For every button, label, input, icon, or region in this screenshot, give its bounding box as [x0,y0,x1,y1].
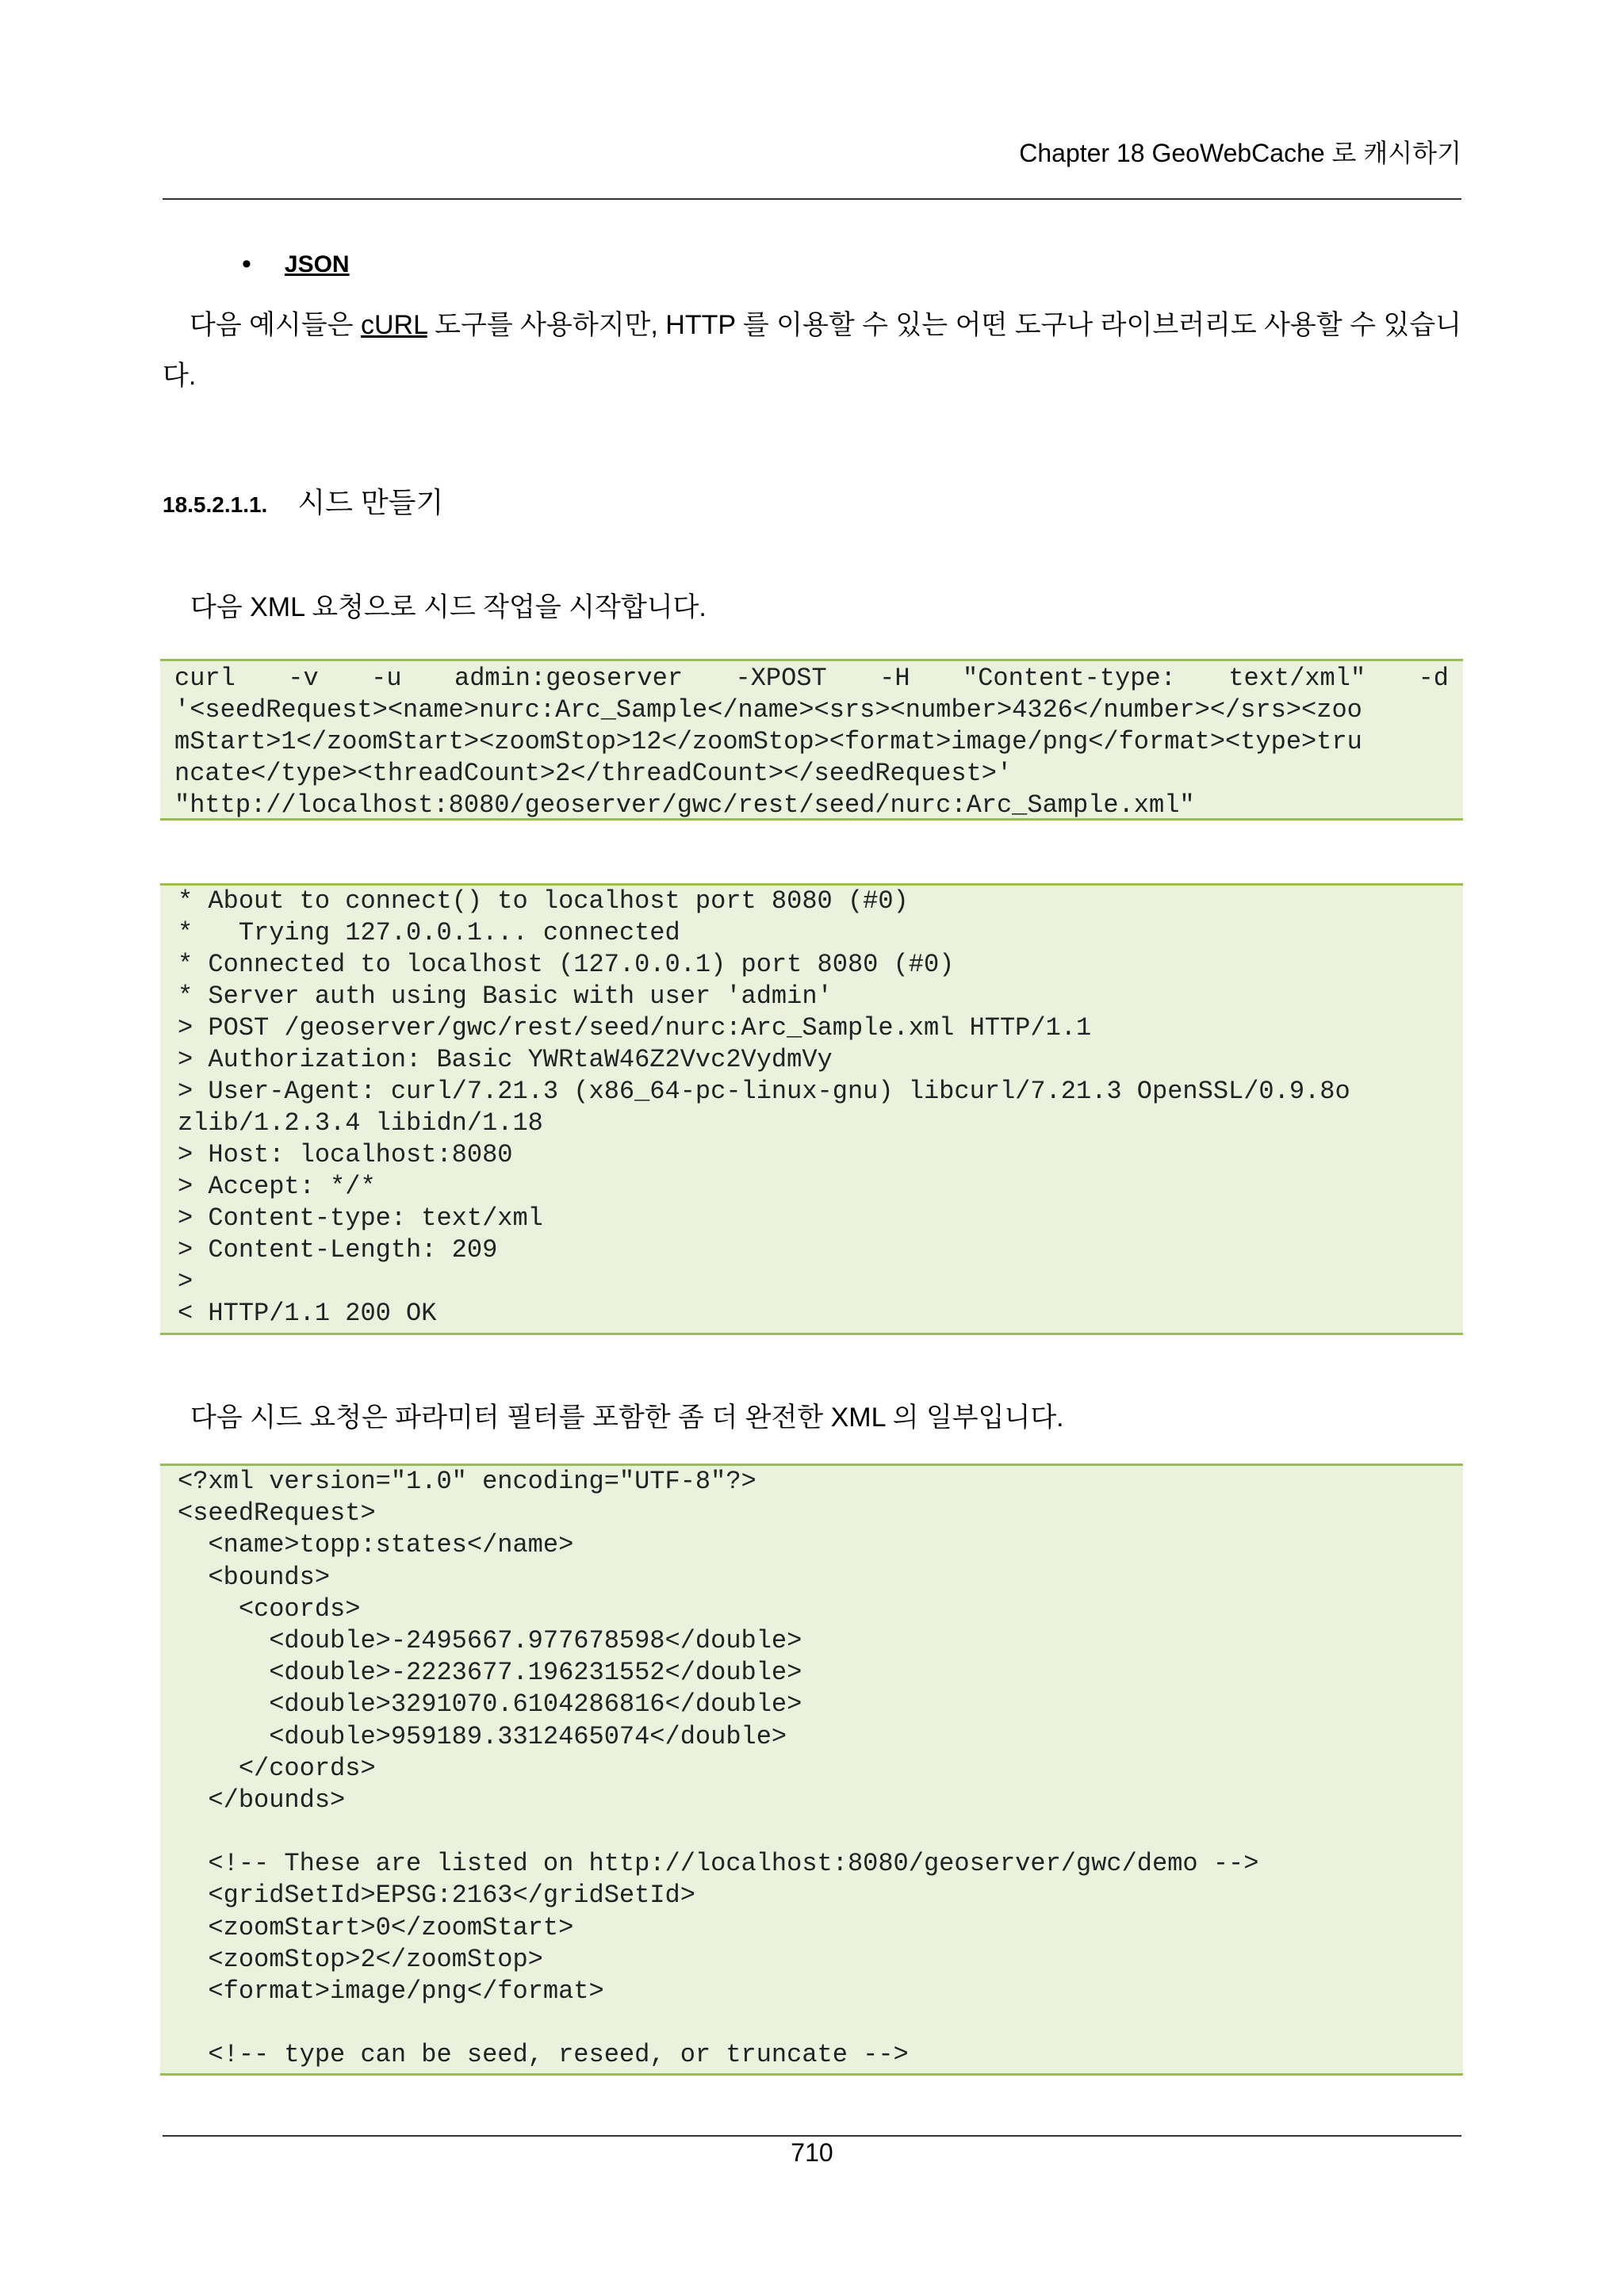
section-title: 시드 만들기 [297,486,444,519]
intro-text-before: 다음 예시들은 [190,310,361,340]
curl-tool-name: cURL [360,310,427,340]
code-line [178,1816,1449,1848]
code-line: <double>959189.3312465074</double> [178,1721,787,1751]
code-line: > Accept: */* [178,1172,376,1201]
code-line: * About to connect() to localhost port 8080 (#0) [178,886,909,916]
code-line: '<seedRequest><name>nurc:Arc_Sample</name><srs><number>4326</number></srs><zoo [174,695,1362,725]
code-line: > Host: localhost:8080 [178,1140,513,1169]
code-line: > Content-Length: 209 [178,1235,498,1265]
code-line: <double>3291070.6104286816</double> [178,1689,802,1720]
curl-output-block [160,883,1463,1335]
code-line: "http://localhost:8080/geoserver/gwc/rest/seed/nurc:Arc_Sample.xml" [174,790,1195,820]
xml-request-paragraph: 다음 XML 요청으로 시드 작업을 시작합니다. [190,592,707,622]
code-line: curl -v -u admin:geoserver -XPOST -H "Content-type: text/xml" -d [174,664,1449,693]
code-line: <coords> [178,1594,361,1624]
code-line: > [178,1267,193,1296]
section-number: 18.5.2.1.1. [163,492,268,517]
bullet-icon: • [242,249,251,279]
code-line: > User-Agent: curl/7.21.3 (x86_64-pc-linux-gnu) libcurl/7.21.3 OpenSSL/0.9.8o [178,1077,1350,1106]
code-line: > Content-type: text/xml [178,1203,543,1233]
bullet-item [242,249,350,280]
code-line: <zoomStart>0</zoomStart> [178,1912,574,1942]
code-line: <!-- These are listed on http://localhost:8080/geoserver/gwc/demo --> [178,1849,1259,1879]
code-line: zlib/1.2.3.4 libidn/1.18 [178,1108,543,1138]
code-line: mStart>1</zoomStart><zoomStop>12</zoomStop><format>image/png</format><type>tru [174,727,1362,756]
intro-text-after: 도구를 사용하지만, HTTP 를 이용할 수 있는 어떤 도구나 라이브러리도 사용할 수 있습니다. [163,310,1461,391]
curl-command-block [160,659,1463,821]
code-line: <!-- type can be seed, reseed, or truncate --> [178,2040,909,2070]
code-line [178,2007,1449,2039]
code-line: <double>-2223677.196231552</double> [178,1658,802,1688]
bullet-label: JSON [284,251,350,277]
code-line: <zoomStop>2</zoomStop> [178,1944,543,1974]
intro-paragraph [163,300,1461,401]
running-header: Chapter 18 GeoWebCache 로 캐시하기 [1019,139,1461,167]
code-line: * Connected to localhost (127.0.0.1) port 8080 (#0) [178,950,955,979]
footer-divider [163,2135,1461,2137]
seed-request-paragraph: 다음 시드 요청은 파라미터 필터를 포함한 좀 더 완전한 XML 의 일부입니다. [190,1402,1064,1433]
code-line: <gridSetId>EPSG:2163</gridSetId> [178,1881,695,1911]
page-number: 710 [791,2138,833,2167]
code-line: * Trying 127.0.0.1... connected [178,918,680,947]
code-line: > Authorization: Basic YWRtaW46Z2Vvc2VydmVy [178,1045,833,1074]
code-line: <?xml version="1.0" encoding="UTF-8"?> [178,1467,756,1496]
code-line: </bounds> [178,1785,346,1815]
code-line: <bounds> [178,1562,331,1592]
seed-xml-block [160,1464,1463,2076]
code-line: </coords> [178,1753,376,1783]
code-line: <seedRequest> [178,1498,376,1529]
code-line: <format>image/png</format> [178,1976,604,2006]
code-line: <name>topp:states</name> [178,1530,574,1560]
section-heading [163,480,443,521]
code-line: > POST /geoserver/gwc/rest/seed/nurc:Arc_Sample.xml HTTP/1.1 [178,1013,1092,1043]
code-line: * Server auth using Basic with user 'admin' [178,982,833,1011]
code-line: ncate</type><threadCount>2</threadCount></seedRequest>' [174,759,1013,788]
code-line: < HTTP/1.1 200 OK [178,1299,437,1328]
header-divider [163,198,1461,200]
code-line: <double>-2495667.977678598</double> [178,1625,802,1655]
